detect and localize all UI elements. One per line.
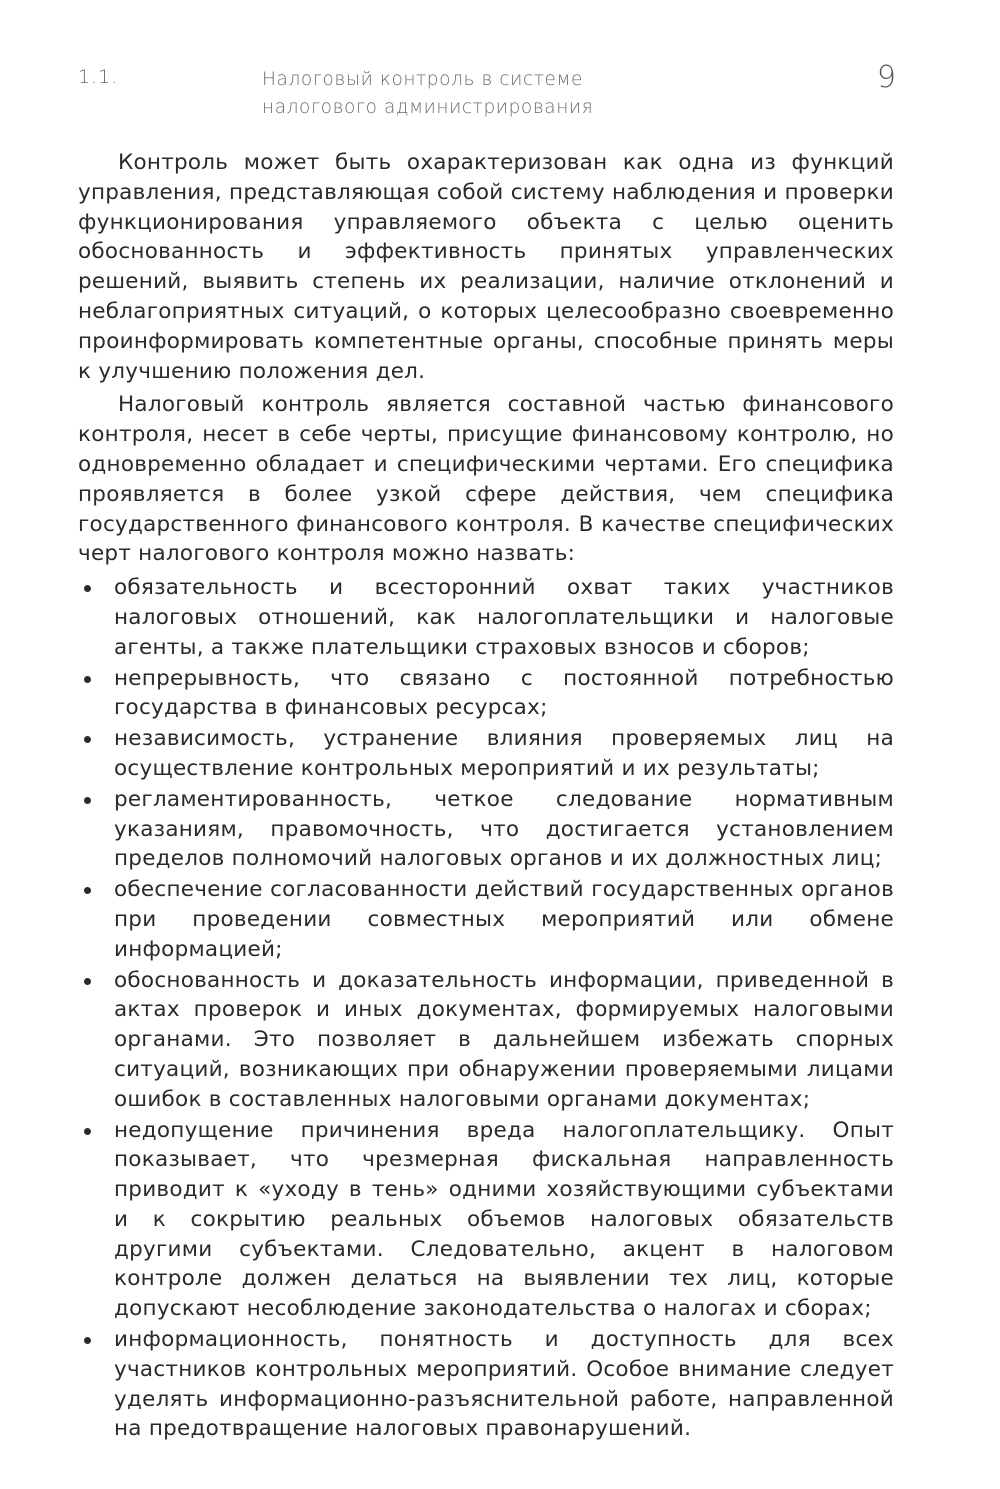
list-item-text: непрерывность, что связано с постоянной потребностью государства в финансовых ресурсах; (114, 665, 894, 721)
list-item-text: недопущение причинения вреда налогоплательщику. Опыт показывает, что чрезмерная фискальная направленность приводит к «уходу в тень» одними хозяйствующими субъектами и к сокрытию реальных объемов налоговых обязательств другими субъектами. Следовательно, акцент в налоговом контроле должен делаться на выявлении тех лиц, которые допускают несоблюдение законодательства о налогах и сборах; (114, 1117, 894, 1322)
section-title-line-2: налогового администрирования (262, 97, 594, 118)
bullet-icon (84, 1337, 91, 1344)
list-item-text: регламентированность, четкое следование нормативным указаниям, правомочность, что достигается установлением пределов полномочий налоговых органов и их должностных лиц; (114, 786, 894, 872)
bullet-icon (84, 676, 91, 683)
list-item (78, 573, 894, 662)
list-item (78, 664, 894, 724)
bullet-icon (84, 978, 91, 985)
list-item-text: обеспечение согласованности действий государственных органов при проведении совместных мероприятий или обмене информацией; (114, 877, 894, 962)
list-item (78, 1116, 894, 1325)
bullet-icon (84, 736, 91, 743)
list-item-text: независимость, устранение влияния проверяемых лиц на осуществление контрольных мероприятий и их результаты; (114, 726, 894, 781)
page-number: 9 (876, 60, 896, 95)
list-item-text: информационность, понятность и доступность для всех участников контрольных мероприятий. Особое внимание следует уделять информационно-разъяснительной работе, направленной на предотвращение налоговых правонарушений. (114, 1327, 894, 1442)
tax-control-features-list (78, 573, 894, 1444)
list-item (78, 966, 894, 1115)
list-item-text: обязательность и всесторонний охват таких участников налоговых отношений, как налогоплательщики и налоговые агенты, а также плательщики страховых взносов и сборов; (114, 575, 894, 660)
bullet-icon (84, 797, 91, 804)
section-title (262, 66, 593, 122)
list-item (78, 724, 894, 784)
list-item-text: обоснованность и доказательность информации, приведенной в актах проверок и иных документах, формируемых налоговыми органами. Это позволяет в дальнейшем избежать спорных ситуаций, возникающих при обнаружении проверяемыми лицами ошибок в составленных налоговыми органами документах; (114, 967, 894, 1112)
paragraph-tax-control: Налоговый контроль является составной частью финансового контроля, несет в себе черты, присущие финансовому контролю, но одновременно обладает и специфическими чертами. Его специфика проявляется в более узкой сфере действия, чем специфика государственного финансового контроля. В качестве специфических черт налогового контроля можно назвать: (78, 392, 894, 567)
list-item (78, 785, 894, 874)
running-header (78, 60, 896, 120)
bullet-icon (84, 887, 91, 894)
body-text (78, 148, 894, 1445)
bullet-icon (84, 585, 91, 592)
list-item (78, 875, 894, 964)
section-title-line-1: Налоговый контроль в системе (262, 69, 584, 90)
section-number: 1.1. (78, 66, 119, 88)
list-item (78, 1325, 894, 1444)
bullet-icon (84, 1128, 91, 1135)
paragraph-control-definition: Контроль может быть охарактеризован как одна из функций управления, представляющая собой систему наблюдения и проверки функционирования управляемого объекта с целью оценить обоснованность и эффективность принятых управленческих решений, выявить степень их реализации, наличие отклонений и неблагоприятных ситуаций, о которых целесообразно своевременно проинформировать компетентные органы, способные принять меры к улучшению положения дел. (78, 150, 894, 384)
